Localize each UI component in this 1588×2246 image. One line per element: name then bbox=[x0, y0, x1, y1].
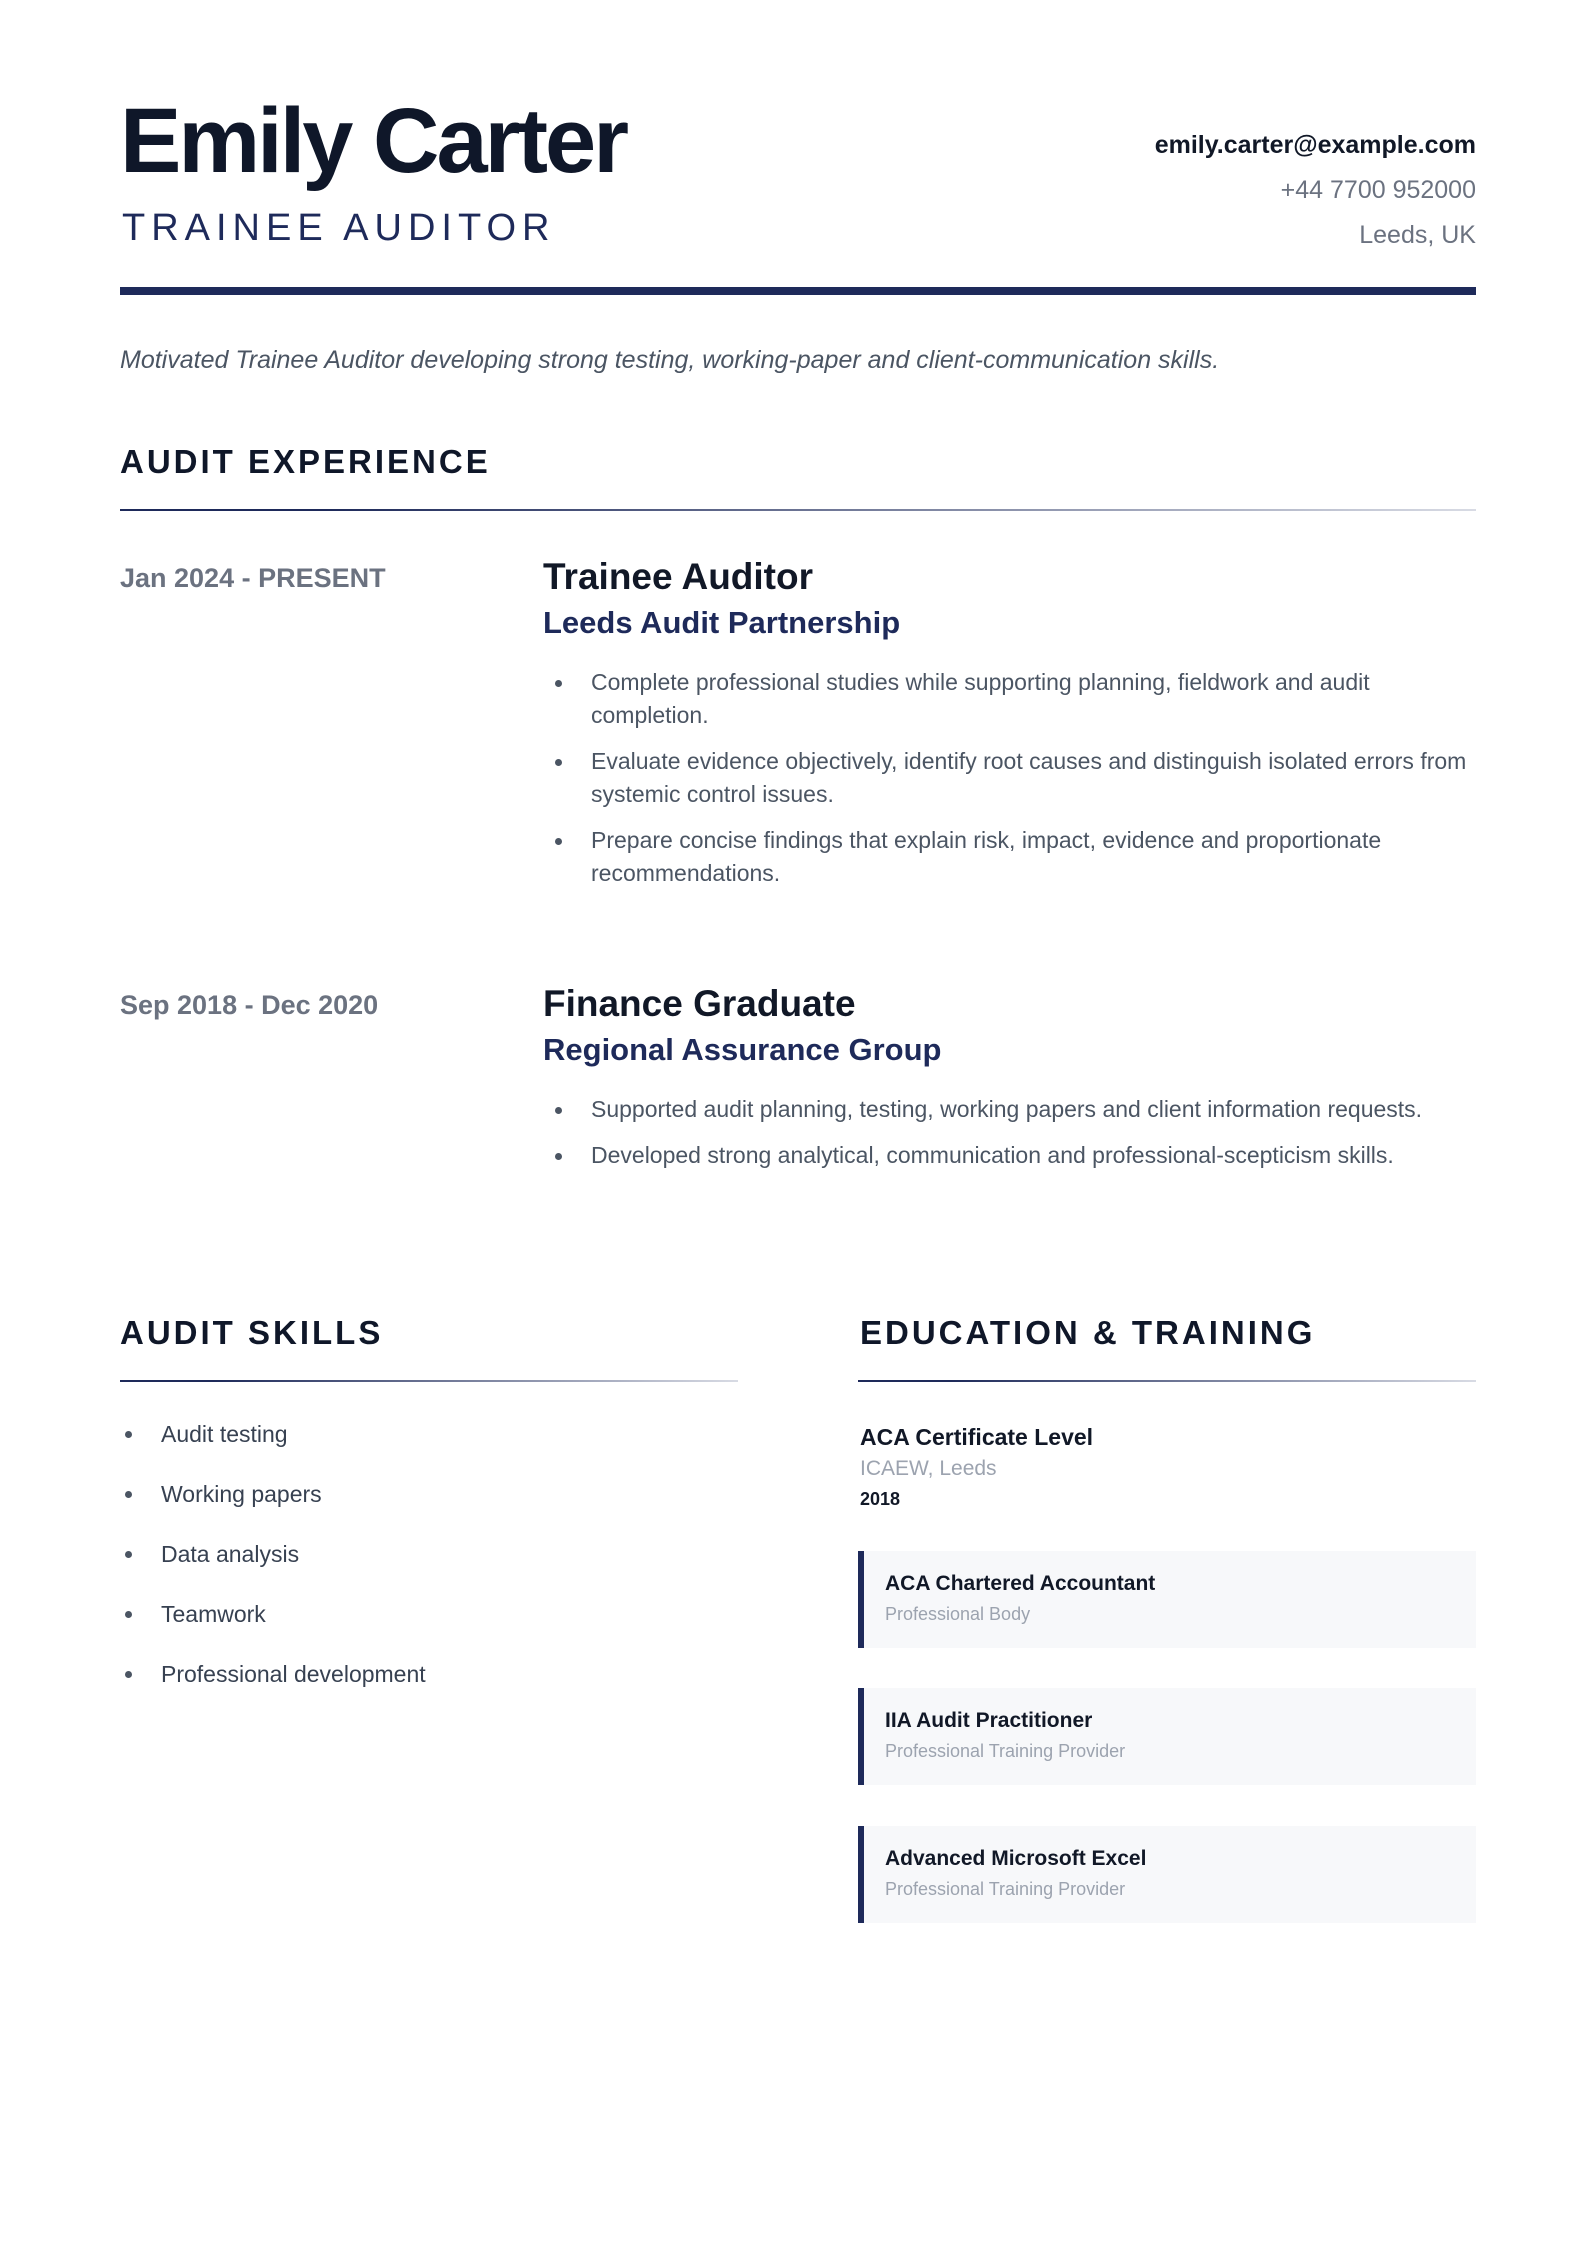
certification-issuer: Professional Training Provider bbox=[885, 1741, 1126, 1761]
bullet-dot-icon bbox=[555, 1107, 562, 1114]
certification-card bbox=[858, 1688, 1476, 1785]
experience-section-rule bbox=[120, 509, 1476, 511]
job-title: Trainee Auditor bbox=[543, 556, 814, 597]
bullet-dot-icon bbox=[125, 1491, 132, 1498]
contact-block bbox=[1155, 131, 1476, 266]
bullet-text: Developed strong analytical, communication and professional-scepticism skills. bbox=[591, 1141, 1394, 1168]
certification-title: IIA Audit Practitioner bbox=[885, 1709, 1093, 1732]
certification-card bbox=[858, 1826, 1476, 1923]
bullet-text: Prepare concise findings that explain risk, impact, evidence and proportionate recommendations. bbox=[591, 826, 1382, 886]
skill-label: Audit testing bbox=[161, 1421, 288, 1447]
bullet-dot-icon bbox=[555, 838, 562, 845]
job-bullet bbox=[543, 1139, 1476, 1172]
job-dates: Sep 2018 - Dec 2020 bbox=[120, 990, 379, 1020]
contact-phone: +44 7700 952000 bbox=[1280, 176, 1476, 204]
experience-section-title: AUDIT EXPERIENCE bbox=[120, 443, 491, 480]
bullet-dot-icon bbox=[125, 1671, 132, 1678]
profile-summary: Motivated Trainee Auditor developing strong testing, working-paper and client-communication skills. bbox=[120, 346, 1220, 374]
education-section-rule bbox=[858, 1380, 1476, 1382]
skill-item bbox=[120, 1480, 426, 1540]
skill-item bbox=[120, 1660, 426, 1720]
certification-card bbox=[858, 1551, 1476, 1648]
job-bullet bbox=[543, 1093, 1476, 1126]
job-details bbox=[543, 555, 1476, 903]
job-dates: Jan 2024 - PRESENT bbox=[120, 563, 386, 593]
bullet-text: Supported audit planning, testing, working papers and client information requests. bbox=[591, 1095, 1423, 1122]
contact-location: Leeds, UK bbox=[1359, 221, 1476, 249]
job-bullets bbox=[543, 666, 1476, 890]
skill-label: Professional development bbox=[161, 1661, 426, 1687]
skill-label: Working papers bbox=[161, 1481, 322, 1507]
degree-institution: ICAEW, Leeds bbox=[860, 1457, 997, 1480]
skills-list bbox=[120, 1420, 426, 1720]
certification-title: ACA Chartered Accountant bbox=[885, 1572, 1156, 1595]
job-company: Leeds Audit Partnership bbox=[543, 605, 901, 641]
skill-item bbox=[120, 1600, 426, 1660]
skill-item bbox=[120, 1540, 426, 1600]
bullet-dot-icon bbox=[125, 1431, 132, 1438]
bullet-dot-icon bbox=[555, 680, 562, 687]
job-company: Regional Assurance Group bbox=[543, 1032, 942, 1068]
skill-label: Teamwork bbox=[161, 1601, 266, 1627]
degree-entry bbox=[860, 1424, 1093, 1510]
skills-section-rule bbox=[120, 1380, 738, 1382]
degree-title: ACA Certificate Level bbox=[860, 1424, 1094, 1450]
job-bullets bbox=[543, 1093, 1476, 1172]
bullet-text: Complete professional studies while supporting planning, fieldwork and audit completion. bbox=[591, 668, 1370, 728]
skill-item bbox=[120, 1420, 426, 1480]
certification-title: Advanced Microsoft Excel bbox=[885, 1847, 1147, 1870]
candidate-role: TRAINEE AUDITOR bbox=[122, 207, 556, 249]
job-bullet bbox=[543, 745, 1476, 811]
skill-label: Data analysis bbox=[161, 1541, 300, 1567]
header-divider bbox=[120, 287, 1476, 295]
bullet-dot-icon bbox=[555, 1153, 562, 1160]
certification-issuer: Professional Training Provider bbox=[885, 1879, 1126, 1899]
certification-issuer: Professional Body bbox=[885, 1604, 1031, 1624]
skills-section-title: AUDIT SKILLS bbox=[120, 1314, 384, 1351]
education-section-title: EDUCATION & TRAINING bbox=[860, 1314, 1316, 1351]
bullet-dot-icon bbox=[125, 1611, 132, 1618]
degree-year: 2018 bbox=[860, 1489, 901, 1509]
resume-header bbox=[120, 90, 1476, 290]
contact-email[interactable]: emily.carter@example.com bbox=[1154, 131, 1476, 159]
job-title: Finance Graduate bbox=[543, 983, 856, 1024]
job-bullet bbox=[543, 824, 1476, 890]
bullet-dot-icon bbox=[125, 1551, 132, 1558]
job-details bbox=[543, 982, 1476, 1185]
candidate-name: Emily Carter bbox=[120, 90, 627, 192]
job-bullet bbox=[543, 666, 1476, 732]
bullet-text: Evaluate evidence objectively, identify root causes and distinguish isolated errors from systemic control issues. bbox=[591, 747, 1467, 807]
bullet-dot-icon bbox=[555, 759, 562, 766]
